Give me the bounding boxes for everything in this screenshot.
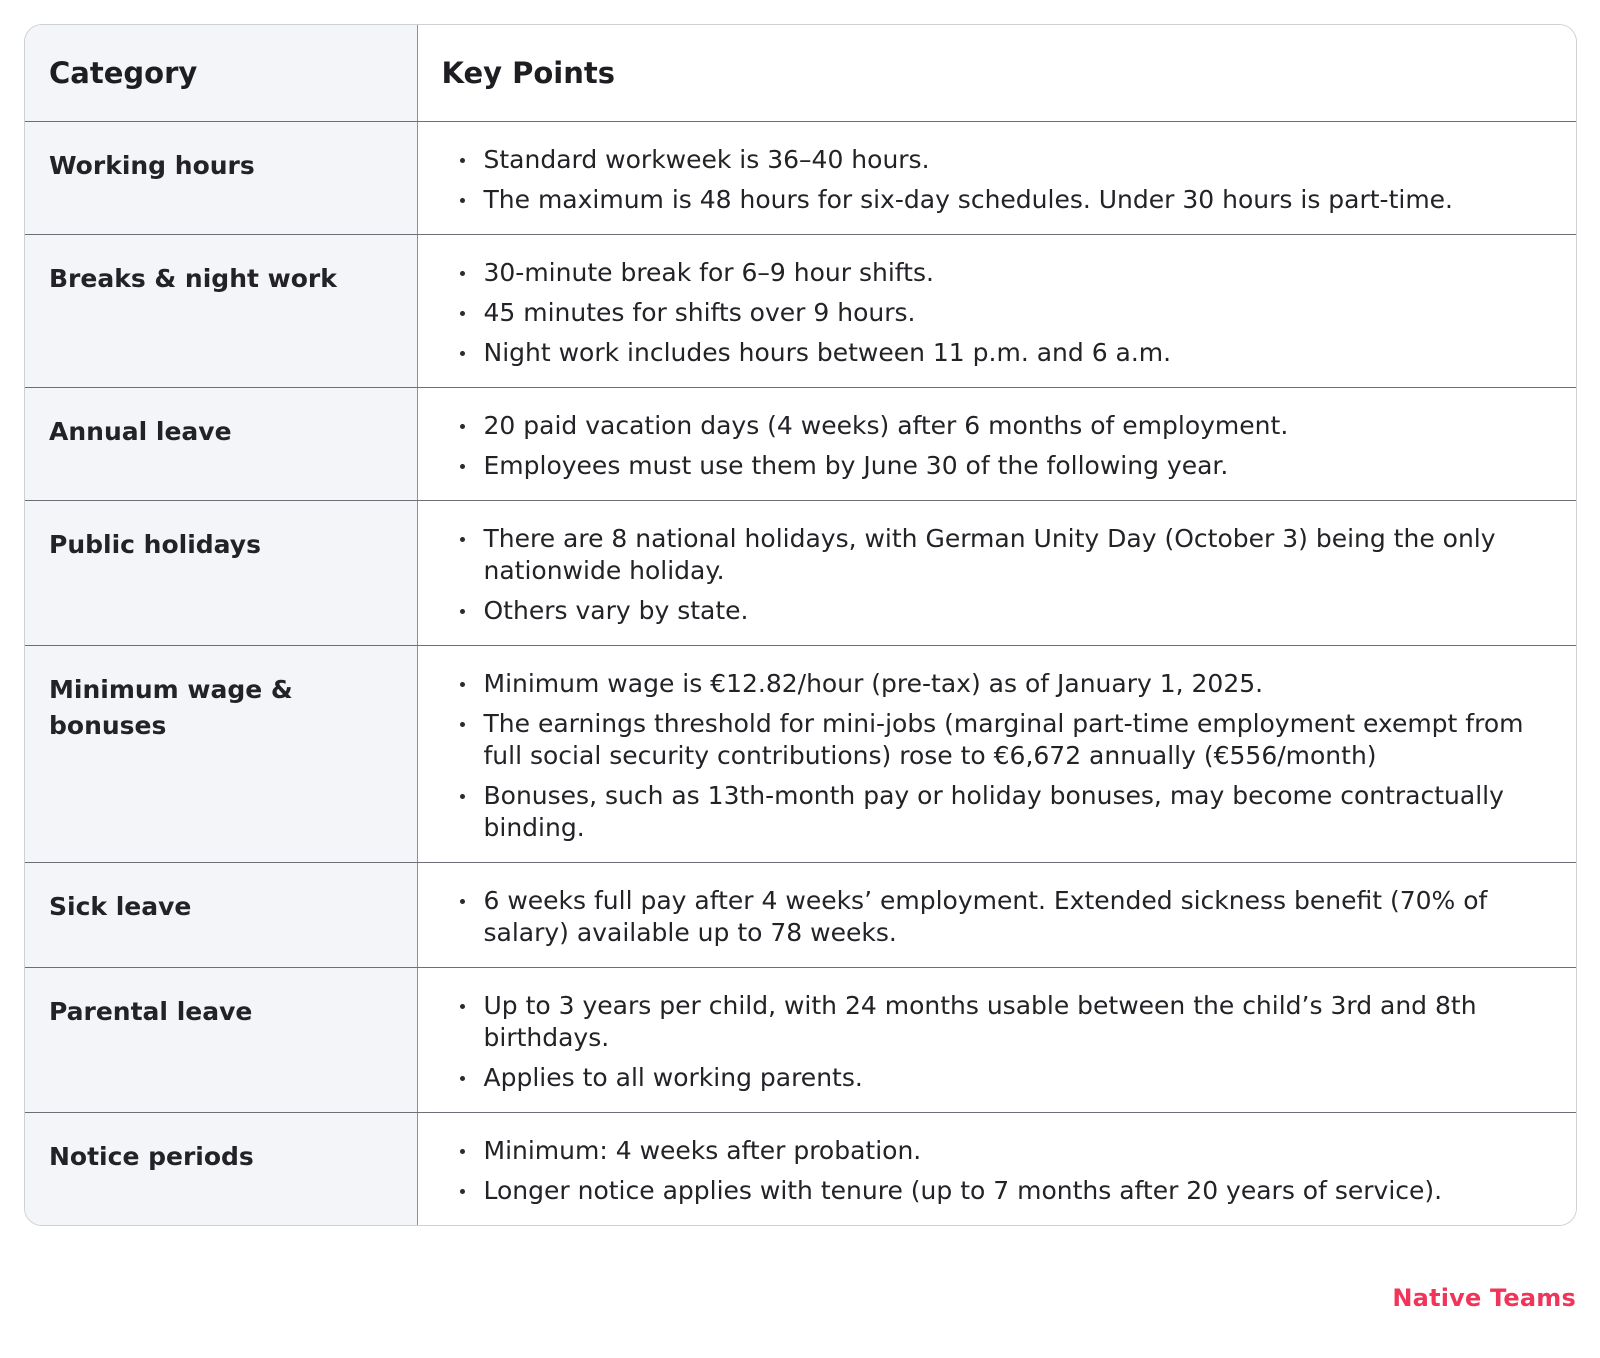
table-row [25, 645, 1576, 862]
key-points-list [458, 1135, 1553, 1207]
brand-logo: Native Teams [1392, 1284, 1576, 1312]
table-row [25, 387, 1576, 500]
header-row [25, 25, 1576, 121]
row-category: Notice periods [25, 1112, 417, 1225]
row-category: Parental leave [25, 967, 417, 1112]
row-key-points [417, 500, 1576, 645]
key-point-item: Employees must use them by June 30 of the following year. [458, 450, 1553, 482]
table-row [25, 500, 1576, 645]
table-row [25, 862, 1576, 967]
key-point-item: Others vary by state. [458, 595, 1553, 627]
row-key-points [417, 862, 1576, 967]
table-row [25, 234, 1576, 387]
key-point-item: Bonuses, such as 13th-month pay or holiday bonuses, may become contractually binding. [458, 780, 1553, 844]
row-category: Minimum wage & bonuses [25, 645, 417, 862]
key-point-item: 30-minute break for 6–9 hour shifts. [458, 257, 1553, 289]
key-point-item: 20 paid vacation days (4 weeks) after 6 months of employment. [458, 410, 1553, 442]
key-points-list [458, 257, 1553, 369]
row-category: Sick leave [25, 862, 417, 967]
row-key-points [417, 645, 1576, 862]
key-point-item: Up to 3 years per child, with 24 months usable between the child’s 3rd and 8th birthdays. [458, 990, 1553, 1054]
key-points-list [458, 523, 1553, 627]
row-category: Breaks & night work [25, 234, 417, 387]
key-point-item: Applies to all working parents. [458, 1062, 1553, 1094]
employment-rules-table-container [24, 24, 1577, 1226]
key-point-item: There are 8 national holidays, with German Unity Day (October 3) being the only nationwide holiday. [458, 523, 1553, 587]
key-points-list [458, 144, 1553, 216]
row-category: Public holidays [25, 500, 417, 645]
row-category: Working hours [25, 121, 417, 234]
table-header [25, 25, 1576, 121]
row-category: Annual leave [25, 387, 417, 500]
header-category: Category [25, 25, 417, 121]
key-point-item: Minimum wage is €12.82/hour (pre-tax) as of January 1, 2025. [458, 668, 1553, 700]
key-point-item: Minimum: 4 weeks after probation. [458, 1135, 1553, 1167]
key-points-list [458, 990, 1553, 1094]
table-row [25, 1112, 1576, 1225]
table-body [25, 121, 1576, 1225]
key-point-item: The maximum is 48 hours for six-day schedules. Under 30 hours is part-time. [458, 184, 1553, 216]
key-point-item: 45 minutes for shifts over 9 hours. [458, 297, 1553, 329]
employment-rules-table [25, 25, 1576, 1225]
key-points-list [458, 410, 1553, 482]
key-points-list [458, 885, 1553, 949]
key-point-item: Standard workweek is 36–40 hours. [458, 144, 1553, 176]
row-key-points [417, 234, 1576, 387]
key-point-item: Night work includes hours between 11 p.m. and 6 a.m. [458, 337, 1553, 369]
header-key-points: Key Points [417, 25, 1576, 121]
key-point-item: 6 weeks full pay after 4 weeks’ employment. Extended sickness benefit (70% of salary) available up to 78 weeks. [458, 885, 1553, 949]
table-row [25, 121, 1576, 234]
row-key-points [417, 387, 1576, 500]
row-key-points [417, 967, 1576, 1112]
table-row [25, 967, 1576, 1112]
key-points-list [458, 668, 1553, 844]
key-point-item: Longer notice applies with tenure (up to 7 months after 20 years of service). [458, 1175, 1553, 1207]
row-key-points [417, 1112, 1576, 1225]
row-key-points [417, 121, 1576, 234]
key-point-item: The earnings threshold for mini-jobs (marginal part-time employment exempt from full social security contributions) rose to €6,672 annually (€556/month) [458, 708, 1553, 772]
